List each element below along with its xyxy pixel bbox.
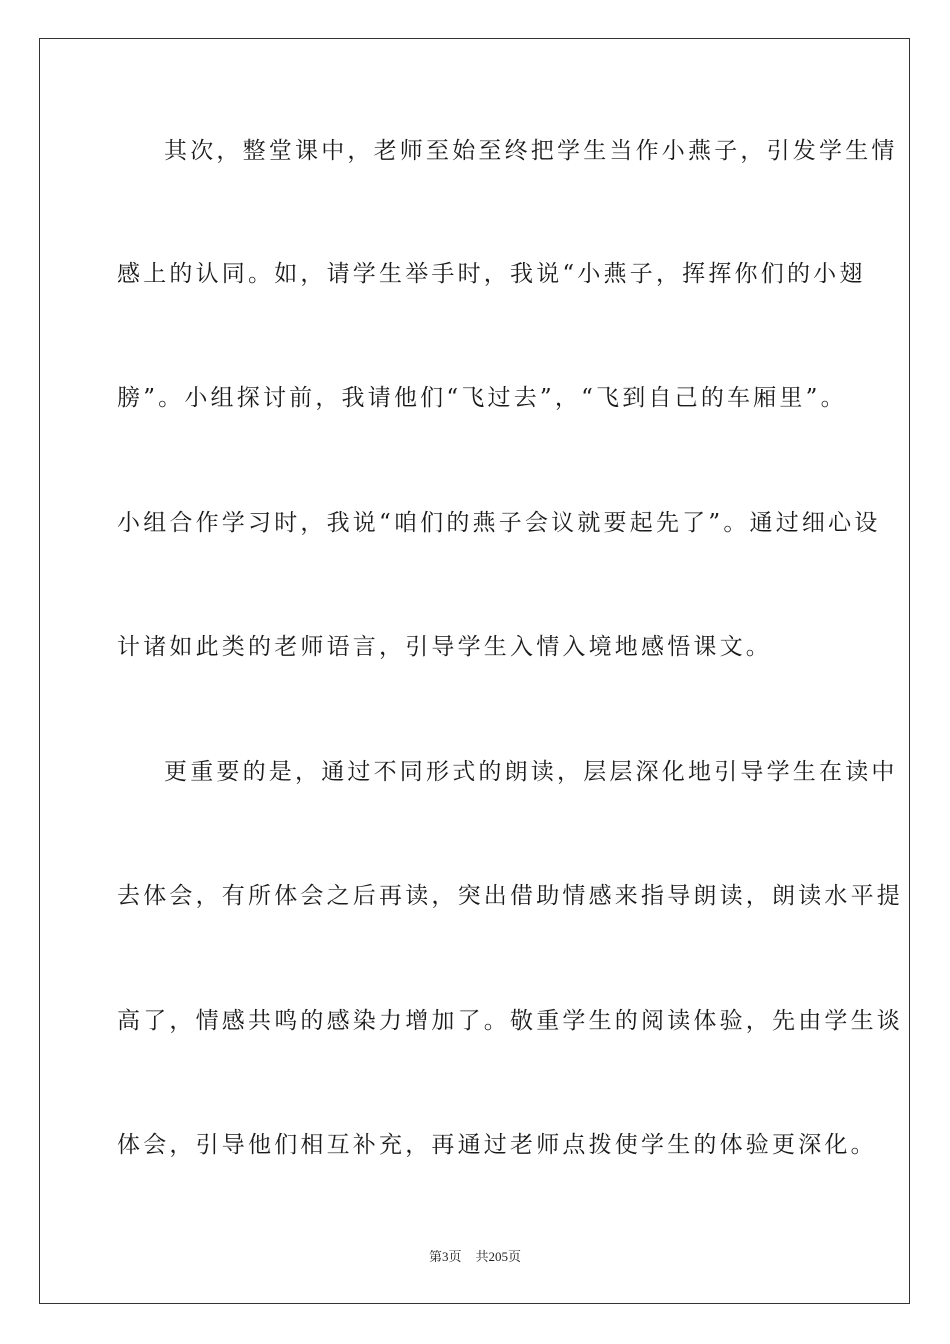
paragraph-line: 感上的认同。如，请学生举手时，我说“小燕子，挥挥你们的小翅 bbox=[117, 261, 866, 287]
paragraph-line: 计诸如此类的老师语言，引导学生入情入境地感悟课文。 bbox=[117, 634, 772, 660]
paragraph-line: 体会，引导他们相互补充，再通过老师点拨使学生的体验更深化。 bbox=[117, 1132, 877, 1158]
paragraph-line: 高了，情感共鸣的感染力增加了。敬重学生的阅读体验，先由学生谈 bbox=[117, 1008, 903, 1034]
paragraph-line: 小组合作学习时，我说“咱们的燕子会议就要起先了”。通过细心设 bbox=[117, 510, 881, 536]
paragraph-line: 其次，整堂课中，老师至始至终把学生当作小燕子，引发学生情 bbox=[164, 138, 898, 164]
page-total: 共205页 bbox=[475, 1249, 522, 1264]
page-footer bbox=[0, 1248, 950, 1266]
paragraph-line: 去体会，有所体会之后再读，突出借助情感来指导朗读，朗读水平提 bbox=[117, 883, 903, 909]
paragraph-line: 更重要的是，通过不同形式的朗读，层层深化地引导学生在读中 bbox=[164, 759, 898, 785]
page-border bbox=[39, 38, 910, 1304]
paragraph-line: 膀”。小组探讨前，我请他们“飞过去”，“飞到自己的车厢里”。 bbox=[117, 385, 847, 411]
page-number: 第3页 bbox=[428, 1249, 462, 1264]
